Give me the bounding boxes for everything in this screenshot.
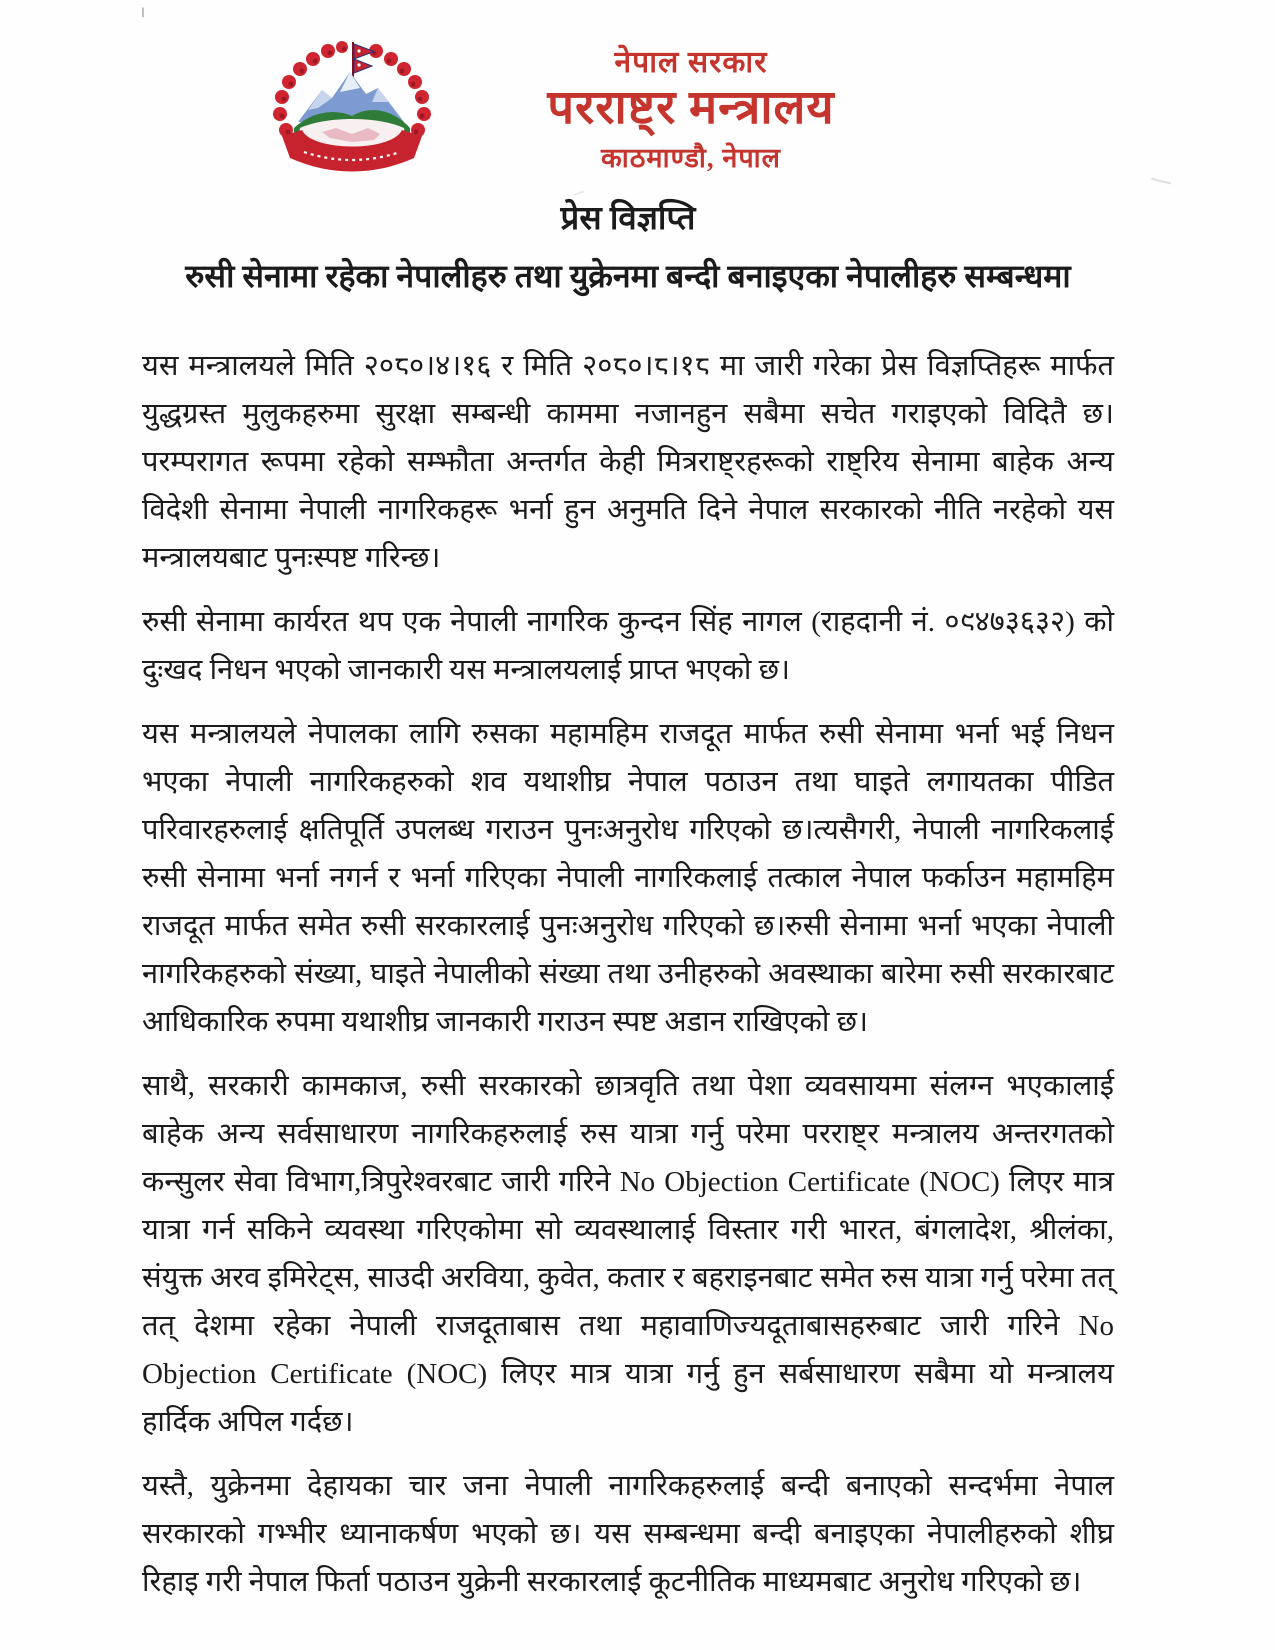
paragraph-block [142, 342, 1114, 1606]
nepal-coat-of-arms-icon [256, 38, 448, 180]
nepal-emblem-logo [256, 38, 448, 180]
letterhead [448, 46, 934, 175]
document-content [142, 200, 1114, 1606]
press-release-title: प्रेस विज्ञप्ति [560, 201, 696, 237]
ministry-name: परराष्ट्र मन्त्रालय [547, 81, 835, 134]
paragraph-1: यस मन्त्रालयले मिति २०८०।४।१६ र मिति २०८०।८।१८ मा जारी गरेका प्रेस विज्ञप्तिहरू मार्फत युद्धग्रस्त मुलुकहरुमा सुरक्षा सम्बन्धी काममा नजानहुन सबैमा सचेत गराइएको विदितै छ।परम्परागत रूपमा रहेको सम्झौता अन्तर्गत केही मित्रराष्ट्रहरूको राष्ट्रिय सेनामा बाहेक अन्य विदेशी सेनामा नेपाली नागरिकहरू भर्ना हुन अनुमति दिने नेपाल सरकारको नीति नरहेको यस मन्त्रालयबाट पुनःस्पष्ट गरिन्छ। [142, 349, 1114, 574]
scan-artifact-mark: I [141, 4, 145, 20]
scan-artifact-smudge [1149, 178, 1171, 194]
paragraph-3: यस मन्त्रालयले नेपालका लागि रुसका महामहिम राजदूत मार्फत रुसी सेनामा भर्ना भई निधन भएका नेपाली नागरिकहरुको शव यथाशीघ्र नेपाल पठाउन तथा घाइते लगायतका पीडित परिवारहरुलाई क्षतिपूर्ति उपलब्ध गराउन पुनःअनुरोध गरिएको छ।त्यसैगरी, नेपाली नागरिकलाई रुसी सेनामा भर्ना नगर्न र भर्ना गरिएका नेपाली नागरिकलाई तत्काल नेपाल फर्काउन महामहिम राजदूत मार्फत समेत रुसी सरकारलाई पुनःअनुरोध गरिएको छ।रुसी सेनामा भर्ना भएका नेपाली नागरिकहरुको संख्या, घाइते नेपालीको संख्या तथा उनीहरुको अवस्थाका बारेमा रुसी सरकारबाट आधिकारिक रुपमा यथाशीघ्र जानकारी गराउन स्पष्ट अडान राखिएको छ। [142, 717, 1114, 1038]
paragraph-5: यस्तै, युक्रेनमा देहायका चार जना नेपाली नागरिकहरुलाई बन्दी बनाएको सन्दर्भमा नेपाल सरकारको गभ्भीर ध्यानाकर्षण भएको छ। यस सम्बन्धमा बन्दी बनाइएका नेपालीहरुको शीघ्र रिहाइ गरी नेपाल फिर्ता पठाउन युक्रेनी सरकारलाई कूटनीतिक माध्यमबाट अनुरोध गरिएको छ। [142, 1469, 1114, 1598]
paragraph-4: साथै, सरकारी कामकाज, रुसी सरकारको छात्रवृति तथा पेशा व्यवसायमा संलग्न भएकालाई बाहेक अन्य सर्वसाधारण नागरिकहरुलाई रुस यात्रा गर्नु परेमा परराष्ट्र मन्त्रालय अन्तरगतको कन्सुलर सेवा विभाग,त्रिपुरेश्वरबाट जारी गरिने No Objection Certificate (NOC) लिएर मात्र यात्रा गर्न सकिने व्यवस्था गरिएकोमा सो व्यवस्थालाई विस्तार गरी भारत, बंगलादेश, श्रीलंका, संयुक्त अरव इमिरेट्स, साउदी अरविया, कुवेत, कतार र बहराइनबाट समेत रुस यात्रा गर्नु परेमा तत् तत् देशमा रहेका नेपाली राजदूताबास तथा महावाणिज्यदूताबासहरुबाट जारी गरिने No Objection Certificate (NOC) लिएर मात्र यात्रा गर्नु हुन सर्बसाधारण सबैमा यो मन्त्रालय हार्दिक अपिल गर्दछ। [142, 1069, 1114, 1438]
press-release-subtitle: रुसी सेनामा रहेका नेपालीहरु तथा युक्रेनमा बन्दी बनाइएका नेपालीहरु सम्बन्धमा [185, 257, 1071, 294]
ministry-location: काठमाण्डौ, नेपाल [601, 143, 781, 174]
paragraph-2: रुसी सेनामा कार्यरत थप एक नेपाली नागरिक कुन्दन सिंह नागल (राहदानी नं. ०९४७३६३२) को दुःखद निधन भएको जानकारी यस मन्त्रालयलाई प्राप्त भएको छ। [142, 605, 1114, 686]
government-name: नेपाल सरकार [614, 46, 768, 79]
